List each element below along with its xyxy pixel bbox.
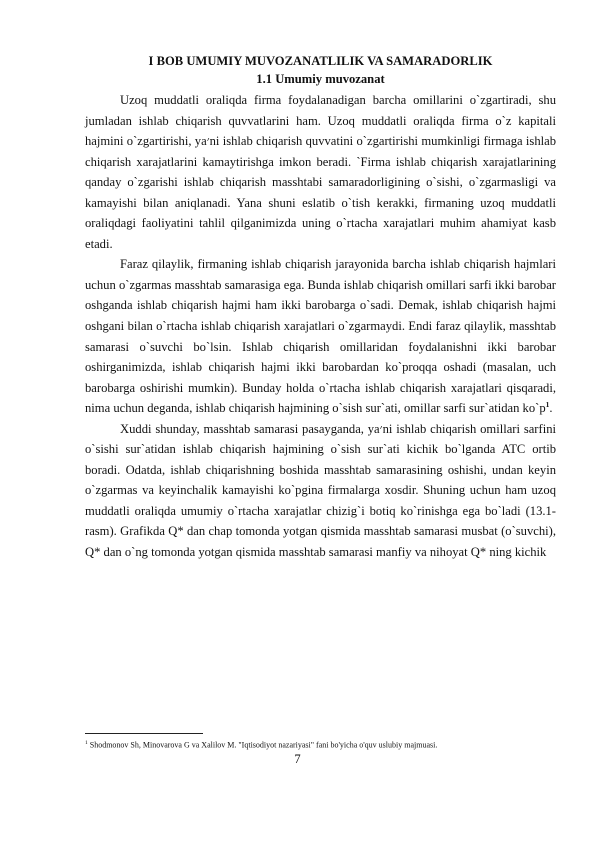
page-body bbox=[85, 52, 556, 563]
paragraph-1-text: Uzoq muddatli oraliqda firma foydalanadigan barcha omillarini o`zgartiradi, shu jumladan ishlab chiqarish quvvatlarini ham. Uzoq muddatli oraliqda firma o`z kapitali hajmini o`zgartirishi, ya׳ni ishlab chiqarish quvvatini o`zgartirishi mumkinligi firmaga ishlab chiqarish xarajatlarini kamaytirishga imkon beradi. `Firma ishlab chiqarish xarajatlarining qanday o`zgarishi ishlab chiqarish masshtabi samaradorligining o`sishi, o`zgarmasligi va kamayishi bilan aniqlanadi. Yana shuni eslatib o`tish kerakki, firmaning uzoq muddatli oraliqdagi faoliyatini tahlil qilganimizda uning o`rtacha xarajatlari muhim ahamiyat kasb etadi. bbox=[85, 93, 557, 251]
paragraph-2-text: Faraz qilaylik, firmaning ishlab chiqarish jarayonida barcha ishlab chiqarish hajmlari uchun o`zgarmas masshtab samarasiga ega. Bunda ishlab chiqarish omillari sarfi ikki barobar oshganda ishlab chiqarish hajmi ham ikki barobarga o`sadi. Demak, ishlab chiqarish hajmi oshgani bilan o`rtacha ishlab chiqarish xarajatlari o`zgarmaydi. Endi faraz qilaylik, masshtab samarasi o`suvchi bo`lsin. Ishlab chiqarish omillaridan foydalanishni ikki barobar oshirganimizda, ishlab chiqarish hajmi ikki barobardan ko`proqqa oshadi (masalan, uch barobarga oshirishi mumkin). Bunday holda o`rtacha ishlab chiqarish xarajatlari qisqaradi, nima uchun deganda, ishlab chiqarish hajmining o`sish sur`ati, omillar sarfi sur`atidan ko`p bbox=[85, 257, 556, 416]
footnote bbox=[85, 738, 565, 751]
footnote-separator bbox=[85, 733, 203, 734]
footnote-text: Shodmonov Sh, Minovarova G va Xalilov M. "Iqtisodiyot nazariyasi" fani bo'yicha o'quv uslubiy majmuasi. bbox=[87, 740, 438, 750]
footnote-reference[interactable]: 1 bbox=[545, 400, 550, 410]
section-title: 1.1 Umumiy muvozanat bbox=[256, 72, 385, 86]
footnote-marker: 1 bbox=[85, 740, 88, 746]
paragraph-3-text: Xuddi shunday, masshtab samarasi pasayganda, ya׳ni ishlab chiqarish omillari sarfini o`sishi sur`atidan ishlab chiqarish hajmining o`sish sur`ati kichik bo`lganda ATC ortib boradi. Odatda, ishlab chiqarishning boshida masshtab samarasining oshishi, undan keyin o`zgarmas va keyinchalik kamayishi ko`pgina firmalarga xosdir. Shuning uchun ham uzoq muddatli oraliqda umumiy o`rtacha xarajatlar chizig`i botiq ko`rinishga ega bo`ladi (13.1-rasm). Grafikda Q* dan chap tomonda yotgan qismida masshtab samarasi musbat (o`suvchi), Q* dan o`ng tomonda yotgan qismida masshtab samarasi manfiy va nihoyat Q* ning kichik bbox=[85, 421, 556, 560]
paragraph-2 bbox=[85, 254, 556, 418]
page-number: 7 bbox=[294, 752, 301, 766]
paragraph-1 bbox=[85, 90, 556, 254]
paragraph-2-tail: . bbox=[549, 401, 553, 416]
paragraph-3 bbox=[85, 419, 556, 563]
chapter-title: I BOB UMUMIY MUVOZANATLILIK VA SAMARADORLIK bbox=[148, 54, 493, 68]
